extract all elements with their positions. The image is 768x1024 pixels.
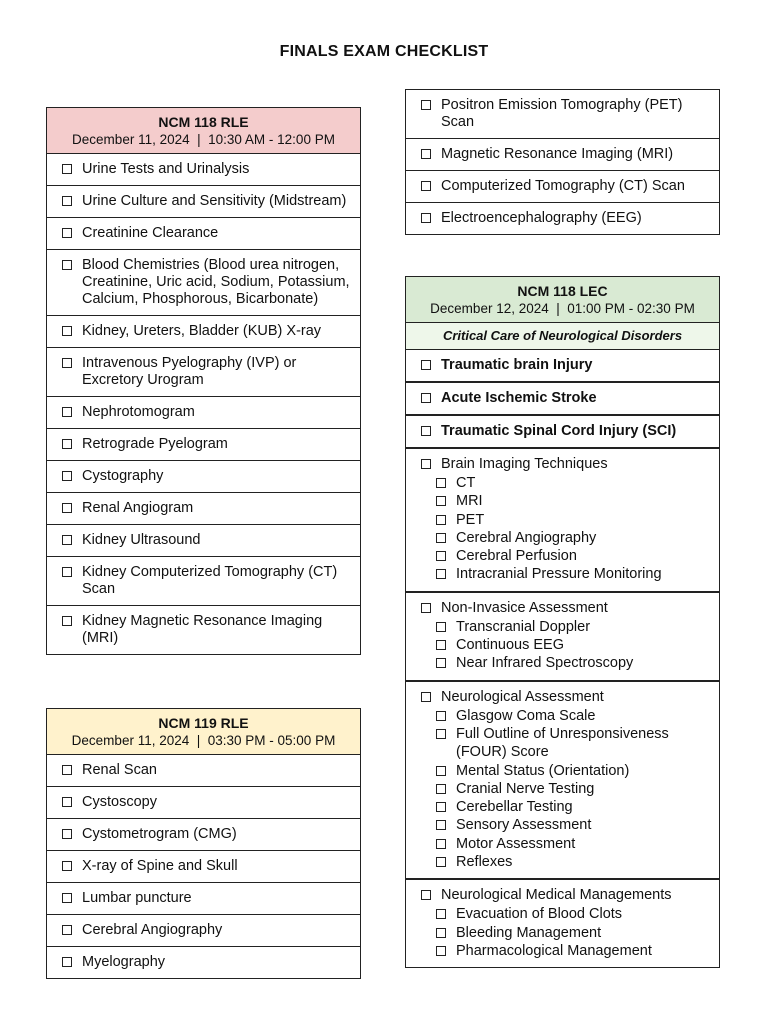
checkbox[interactable] xyxy=(436,928,446,938)
checklist-item[interactable] xyxy=(406,171,719,203)
checkbox[interactable] xyxy=(62,797,72,807)
checklist-item[interactable] xyxy=(47,348,360,397)
checklist-item[interactable] xyxy=(47,218,360,250)
checklist-item[interactable] xyxy=(47,557,360,606)
checkbox[interactable] xyxy=(421,213,431,223)
checkbox[interactable] xyxy=(436,784,446,794)
checkbox[interactable] xyxy=(436,622,446,632)
checklist-item-label: Blood Chemistries (Blood urea nitrogen, Creatinine, Uric acid, Sodium, Potassium, Calcium, Phosphorous, Bicarbonate) xyxy=(82,257,350,307)
checkbox[interactable] xyxy=(436,857,446,867)
checkbox[interactable] xyxy=(436,515,446,525)
sub-checklist-item[interactable] xyxy=(436,924,652,942)
checklist-item[interactable] xyxy=(47,397,360,429)
course-schedule: December 12, 2024 | 01:00 PM - 02:30 PM xyxy=(430,301,695,316)
course-schedule: December 11, 2024 | 03:30 PM - 05:00 PM xyxy=(71,733,336,748)
checklist-item[interactable] xyxy=(47,947,360,978)
checklist-item-label: Cystometrogram (CMG) xyxy=(82,826,237,842)
ncm119-rle-table xyxy=(46,708,361,979)
checklist-item[interactable] xyxy=(47,316,360,348)
group-label: Neurological Medical Managements xyxy=(441,887,672,904)
sub-checklist-item[interactable] xyxy=(436,474,662,492)
checklist-item[interactable] xyxy=(47,915,360,947)
checkbox[interactable] xyxy=(436,839,446,849)
sub-checklist-item-label: Motor Assessment xyxy=(456,835,576,852)
checklist-item[interactable] xyxy=(47,461,360,493)
checklist-item[interactable] xyxy=(47,525,360,557)
checklist-item[interactable] xyxy=(406,350,719,383)
group-heading[interactable] xyxy=(421,456,608,473)
sub-checklist-item[interactable] xyxy=(436,618,633,636)
checklist-item[interactable] xyxy=(47,883,360,915)
sub-checklist-item-label: Intracranial Pressure Monitoring xyxy=(456,566,662,583)
sub-checklist-item[interactable] xyxy=(436,905,652,923)
sub-checklist-item-label: Reflexes xyxy=(456,854,513,871)
checklist-item-label: Urine Tests and Urinalysis xyxy=(82,161,250,177)
sub-checklist-item[interactable] xyxy=(436,707,711,725)
checkbox[interactable] xyxy=(436,640,446,650)
checkbox[interactable] xyxy=(62,228,72,238)
checklist-item[interactable] xyxy=(406,383,719,416)
checklist-item-label: Intravenous Pyelography (IVP) or Excretory Urogram xyxy=(82,355,297,388)
checkbox[interactable] xyxy=(62,260,72,270)
group-heading[interactable] xyxy=(421,689,604,706)
sub-checklist-item-label: Evacuation of Blood Clots xyxy=(456,906,623,923)
checkbox[interactable] xyxy=(62,893,72,903)
checkbox[interactable] xyxy=(62,765,72,775)
group-heading[interactable] xyxy=(421,600,608,617)
checkbox[interactable] xyxy=(62,164,72,174)
sub-checklist-item[interactable] xyxy=(436,636,633,654)
sub-checklist-item[interactable] xyxy=(436,492,662,510)
checklist-item[interactable] xyxy=(406,90,719,139)
checkbox[interactable] xyxy=(62,925,72,935)
course-title: NCM 118 LEC xyxy=(517,283,608,299)
checkbox[interactable] xyxy=(421,360,431,370)
checkbox[interactable] xyxy=(421,459,431,469)
checklist-group xyxy=(406,593,719,682)
checklist-item[interactable] xyxy=(47,250,360,316)
checklist-item[interactable] xyxy=(47,851,360,883)
checklist-item-label: Traumatic brain Injury xyxy=(441,357,593,373)
group-label: Non-Invasice Assessment xyxy=(441,599,608,616)
sub-checklist-item[interactable] xyxy=(436,725,711,762)
ncm118-rle-table xyxy=(46,107,361,655)
checkbox[interactable] xyxy=(436,802,446,812)
sub-checklist-item-label: Cerebral Angiography xyxy=(456,529,597,546)
checklist-group xyxy=(406,682,719,881)
checklist-item[interactable] xyxy=(406,139,719,171)
checklist-item-label: Acute Ischemic Stroke xyxy=(441,390,597,406)
checkbox[interactable] xyxy=(436,533,446,543)
checklist-item-label: Kidney, Ureters, Bladder (KUB) X-ray xyxy=(82,323,322,339)
sub-checklist-item-label: Transcranial Doppler xyxy=(456,618,591,635)
checklist-item-label: Renal Scan xyxy=(82,762,157,778)
sub-checklist-item-label: Cerebellar Testing xyxy=(456,799,573,816)
checklist-item-label: Urine Culture and Sensitivity (Midstream) xyxy=(82,193,347,209)
checkbox[interactable] xyxy=(62,358,72,368)
sub-checklist-item[interactable] xyxy=(436,762,711,780)
checklist-item[interactable] xyxy=(47,755,360,787)
sub-checklist-item[interactable] xyxy=(436,942,652,960)
group-label: Brain Imaging Techniques xyxy=(441,456,608,472)
sub-checklist xyxy=(436,474,662,584)
checklist-item-label: Electroencephalography (EEG) xyxy=(441,210,642,226)
ncm118-rle-header xyxy=(47,108,360,154)
checkbox[interactable] xyxy=(436,569,446,579)
checkbox[interactable] xyxy=(62,616,72,626)
page-title: FINALS EXAM CHECKLIST xyxy=(279,43,489,60)
course-subtitle: Critical Care of Neurological Disorders xyxy=(406,323,719,350)
sub-checklist-item[interactable] xyxy=(436,798,711,816)
checkbox[interactable] xyxy=(421,426,431,436)
sub-checklist-item[interactable] xyxy=(436,835,711,853)
sub-checklist-item[interactable] xyxy=(436,654,633,672)
sub-checklist-item[interactable] xyxy=(436,780,711,798)
ncm118-lec-table xyxy=(405,276,720,968)
checklist-group xyxy=(406,880,719,967)
checkbox[interactable] xyxy=(62,535,72,545)
sub-checklist xyxy=(436,905,652,960)
sub-checklist-item[interactable] xyxy=(436,853,711,871)
sub-checklist-item[interactable] xyxy=(436,565,662,583)
sub-checklist-item[interactable] xyxy=(436,511,662,529)
sub-checklist-item-label: Mental Status (Orientation) xyxy=(456,762,630,779)
checkbox[interactable] xyxy=(421,100,431,110)
group-heading[interactable] xyxy=(421,887,672,904)
checkbox[interactable] xyxy=(436,766,446,776)
checklist-item[interactable] xyxy=(406,203,719,234)
checkbox[interactable] xyxy=(436,658,446,668)
checklist-item[interactable] xyxy=(47,787,360,819)
ncm119-rle-header xyxy=(47,709,360,755)
sub-checklist-item-label: Cerebral Perfusion xyxy=(456,548,577,565)
checklist-item-label: Kidney Computerized Tomography (CT) Scan xyxy=(82,564,338,597)
checkbox[interactable] xyxy=(436,551,446,561)
sub-checklist-item-label: Continuous EEG xyxy=(456,637,565,654)
checkbox[interactable] xyxy=(62,957,72,967)
checkbox[interactable] xyxy=(421,603,431,613)
checkbox[interactable] xyxy=(62,196,72,206)
course-title: NCM 118 RLE xyxy=(158,114,249,130)
checkbox[interactable] xyxy=(62,861,72,871)
checkbox[interactable] xyxy=(62,407,72,417)
checkbox[interactable] xyxy=(421,393,431,403)
checklist-item-label: Cystography xyxy=(82,468,164,484)
checklist-item-label: Kidney Ultrasound xyxy=(82,532,201,548)
checklist-item-label: Retrograde Pyelogram xyxy=(82,436,228,452)
sub-checklist-item-label: CT xyxy=(456,475,476,491)
checkbox[interactable] xyxy=(436,711,446,721)
sub-checklist-item-label: Near Infrared Spectroscopy xyxy=(456,655,634,672)
checklist-item-label: Cystoscopy xyxy=(82,794,157,810)
checkbox[interactable] xyxy=(62,326,72,336)
checkbox[interactable] xyxy=(436,946,446,956)
checkbox[interactable] xyxy=(62,567,72,577)
checklist-item-label: X-ray of Spine and Skull xyxy=(82,858,238,874)
checklist-group xyxy=(406,449,719,593)
checkbox[interactable] xyxy=(421,890,431,900)
checkbox[interactable] xyxy=(62,503,72,513)
checkbox[interactable] xyxy=(436,496,446,506)
sub-checklist-item[interactable] xyxy=(436,529,662,547)
checkbox[interactable] xyxy=(436,729,446,739)
checkbox[interactable] xyxy=(436,478,446,488)
checklist-item[interactable] xyxy=(47,186,360,218)
sub-checklist xyxy=(436,618,633,673)
sub-checklist-item-label: Glasgow Coma Scale xyxy=(456,707,596,724)
checklist-item[interactable] xyxy=(47,493,360,525)
checklist-item-label: Renal Angiogram xyxy=(82,500,194,516)
checklist-item[interactable] xyxy=(47,154,360,186)
checklist-item-label: Lumbar puncture xyxy=(82,890,192,906)
checklist-item[interactable] xyxy=(47,819,360,851)
checklist-item-label: Cerebral Angiography xyxy=(82,922,223,938)
checkbox[interactable] xyxy=(436,909,446,919)
checklist-item-label: Magnetic Resonance Imaging (MRI) xyxy=(441,146,674,162)
checklist-item-label: Myelography xyxy=(82,954,166,970)
course-title: NCM 119 RLE xyxy=(158,715,249,731)
checklist-item-label: Positron Emission Tomography (PET) Scan xyxy=(441,97,683,130)
sub-checklist-item[interactable] xyxy=(436,816,711,834)
checkbox[interactable] xyxy=(421,149,431,159)
checklist-item-label: Computerized Tomography (CT) Scan xyxy=(441,178,685,194)
checkbox[interactable] xyxy=(62,471,72,481)
sub-checklist-item-label: MRI xyxy=(456,493,483,510)
course-schedule: December 11, 2024 | 10:30 AM - 12:00 PM xyxy=(72,132,335,147)
checklist-item-label: Traumatic Spinal Cord Injury (SCI) xyxy=(441,423,677,439)
checklist-item[interactable] xyxy=(406,416,719,449)
sub-checklist xyxy=(436,707,711,872)
checklist-item-label: Creatinine Clearance xyxy=(82,225,219,241)
imaging-table xyxy=(405,89,720,235)
group-label: Neurological Assessment xyxy=(441,688,604,705)
ncm118-lec-header xyxy=(406,277,719,323)
checkbox[interactable] xyxy=(421,181,431,191)
checklist-item[interactable] xyxy=(47,606,360,654)
sub-checklist-item-label: Full Outline of Unresponsiveness (FOUR) Score xyxy=(456,725,669,761)
checkbox[interactable] xyxy=(62,829,72,839)
checkbox[interactable] xyxy=(62,439,72,449)
sub-checklist-item[interactable] xyxy=(436,547,662,565)
checkbox[interactable] xyxy=(421,692,431,702)
sub-checklist-item-label: PET xyxy=(456,511,485,528)
sub-checklist-item-label: Cranial Nerve Testing xyxy=(456,780,595,797)
checklist-item-label: Nephrotomogram xyxy=(82,404,195,420)
sub-checklist-item-label: Sensory Assessment xyxy=(456,817,592,834)
sub-checklist-item-label: Bleeding Management xyxy=(456,924,602,941)
sub-checklist-item-label: Pharmacological Management xyxy=(456,942,652,959)
checkbox[interactable] xyxy=(436,820,446,830)
checklist-item[interactable] xyxy=(47,429,360,461)
checklist-item-label: Kidney Magnetic Resonance Imaging (MRI) xyxy=(82,613,323,646)
